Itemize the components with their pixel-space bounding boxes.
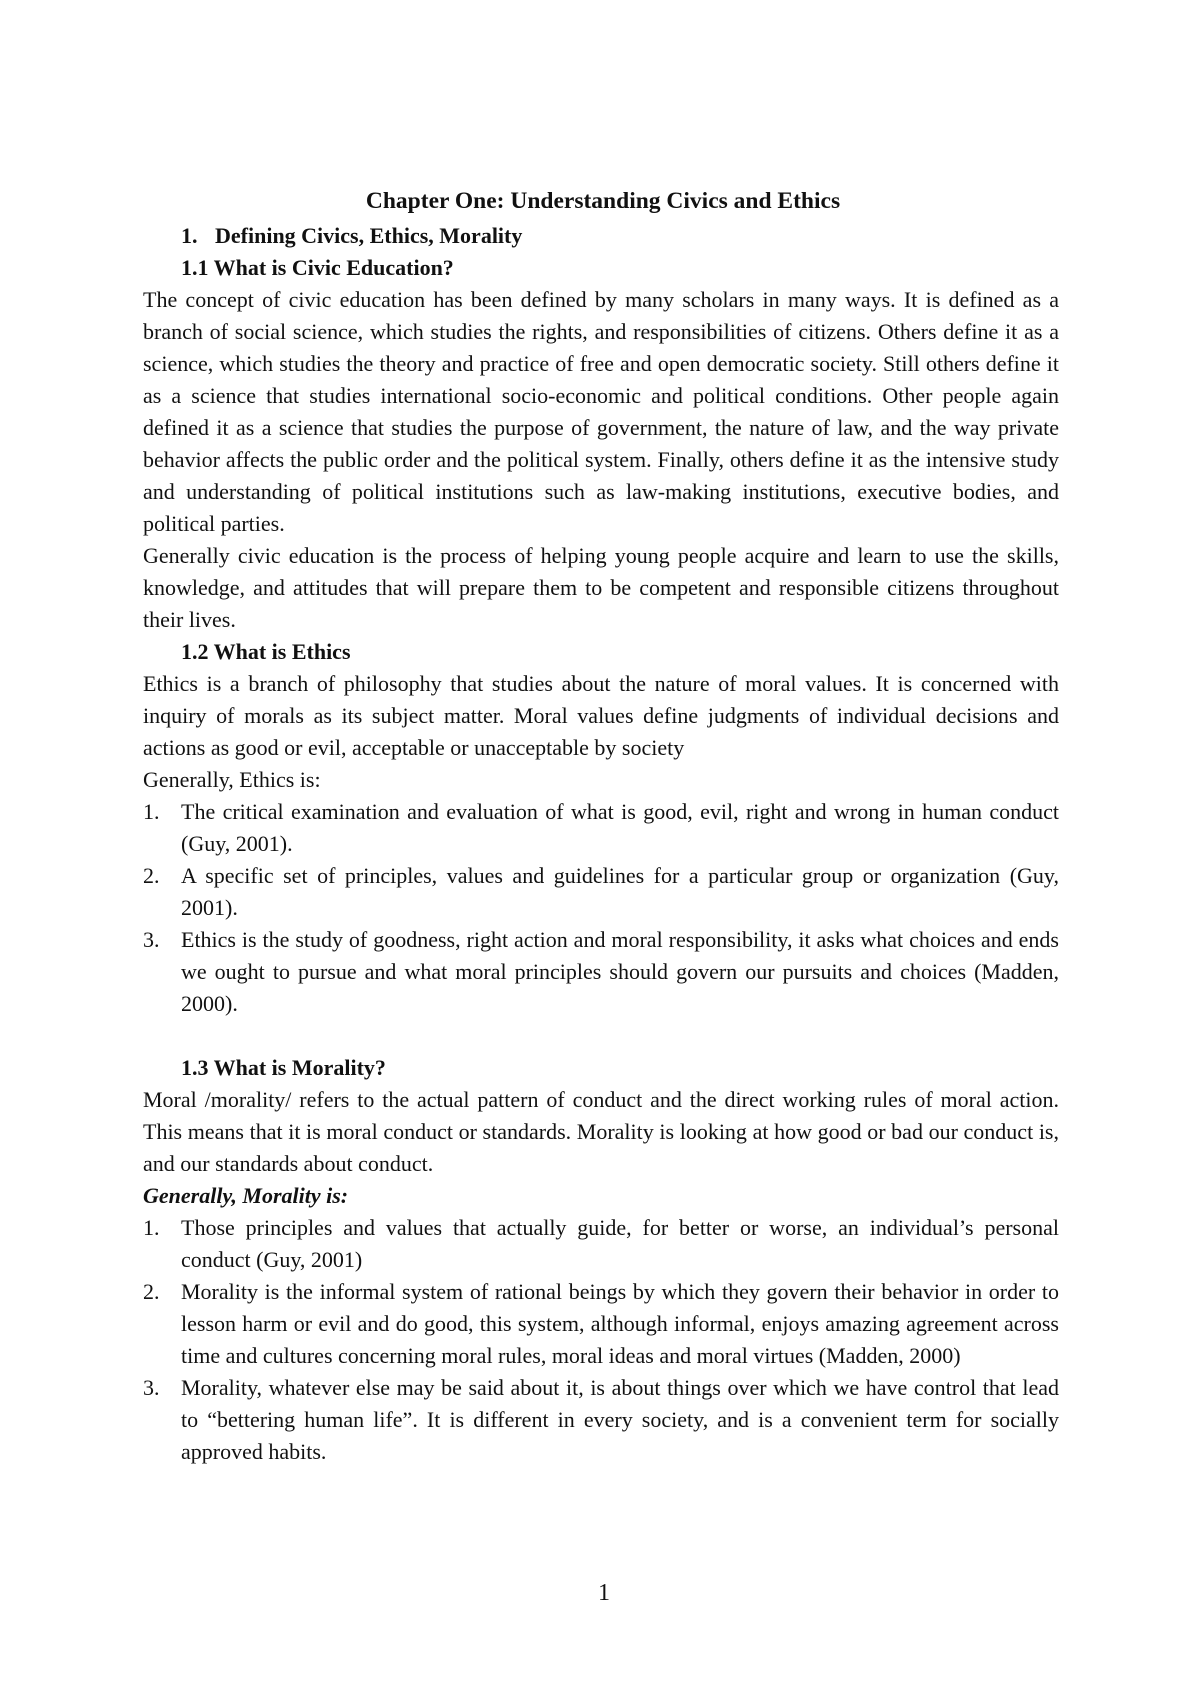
list-item-text: Morality, whatever else may be said about it, is about things over which we have control that lead to “bettering human life”. It is different in every society, and is a convenient term for socially approved habits. [181, 1375, 1059, 1464]
list-item-number: 3. [143, 927, 160, 952]
morality-list [143, 1212, 1059, 1468]
spacer [143, 1020, 1059, 1052]
list-item [143, 1372, 1059, 1468]
list-item-text: Morality is the informal system of rational beings by which they govern their behavior in order to lesson harm or evil and do good, this system, although informal, enjoys amazing agreement across time and cultures concerning moral rules, moral ideas and moral virtues (Madden, 2000) [181, 1279, 1059, 1368]
list-item-number: 1. [143, 1215, 160, 1240]
ethics-list [143, 796, 1059, 1020]
list-item-text: Those principles and values that actually guide, for better or worse, an individual’s personal conduct (Guy, 2001) [181, 1215, 1059, 1272]
list-item-number: 3. [143, 1375, 160, 1400]
ethics-list-lead: Generally, Ethics is: [143, 767, 321, 792]
morality-list-lead: Generally, Morality is: [143, 1183, 349, 1208]
list-item-text: Ethics is the study of goodness, right action and moral responsibility, it asks what choices and ends we ought to pursue and what moral principles should govern our pursuits and choices (Madden, 2000). [181, 927, 1059, 1016]
list-item [143, 796, 1059, 860]
list-item-number: 2. [143, 863, 160, 888]
list-item [143, 1276, 1059, 1372]
civic-education-paragraph: The concept of civic education has been defined by many scholars in many ways. It is defined as a branch of social science, which studies the rights, and responsibilities of citizens. Others define it as a science, which studies the theory and practice of free and open democratic society. Still others define it as a science that studies international socio-economic and political conditions. Other people again defined it as a science that studies the purpose of government, the nature of law, and the way private behavior affects the public order and the political system. Finally, others define it as the intensive study and understanding of political institutions such as law-making institutions, executive bodies, and political parties. [143, 287, 1059, 536]
section-number-1: 1. [181, 223, 198, 248]
list-item [143, 860, 1059, 924]
document-body [143, 183, 1059, 1468]
page-number: 1 [598, 1580, 610, 1606]
section-heading-1-1: 1.1 What is Civic Education? [181, 255, 454, 280]
civic-education-summary-paragraph: Generally civic education is the process of helping young people acquire and learn to use the skills, knowledge, and attitudes that will prepare them to be competent and responsible citizens throughout their lives. [143, 543, 1059, 632]
ethics-paragraph: Ethics is a branch of philosophy that studies about the nature of moral values. It is concerned with inquiry of morals as its subject matter. Moral values define judgments of individual decisions and actions as good or evil, acceptable or unacceptable by society [143, 671, 1059, 760]
section-heading-1-2: 1.2 What is Ethics [181, 639, 351, 664]
list-item [143, 1212, 1059, 1276]
chapter-title: Chapter One: Understanding Civics and Ethics [365, 188, 841, 214]
section-heading-1-3: 1.3 What is Morality? [181, 1055, 386, 1080]
list-item [143, 924, 1059, 1020]
section-heading-1-text: Defining Civics, Ethics, Morality [215, 223, 523, 248]
section-heading-1 [143, 220, 1059, 252]
list-item-text: The critical examination and evaluation of what is good, evil, right and wrong in human conduct (Guy, 2001). [181, 799, 1059, 856]
list-item-number: 1. [143, 799, 160, 824]
list-item-text: A specific set of principles, values and guidelines for a particular group or organization (Guy, 2001). [181, 863, 1059, 920]
list-item-number: 2. [143, 1279, 160, 1304]
morality-paragraph: Moral /morality/ refers to the actual pattern of conduct and the direct working rules of moral action. This means that it is moral conduct or standards. Morality is looking at how good or bad our conduct is, and our standards about conduct. [143, 1087, 1059, 1176]
